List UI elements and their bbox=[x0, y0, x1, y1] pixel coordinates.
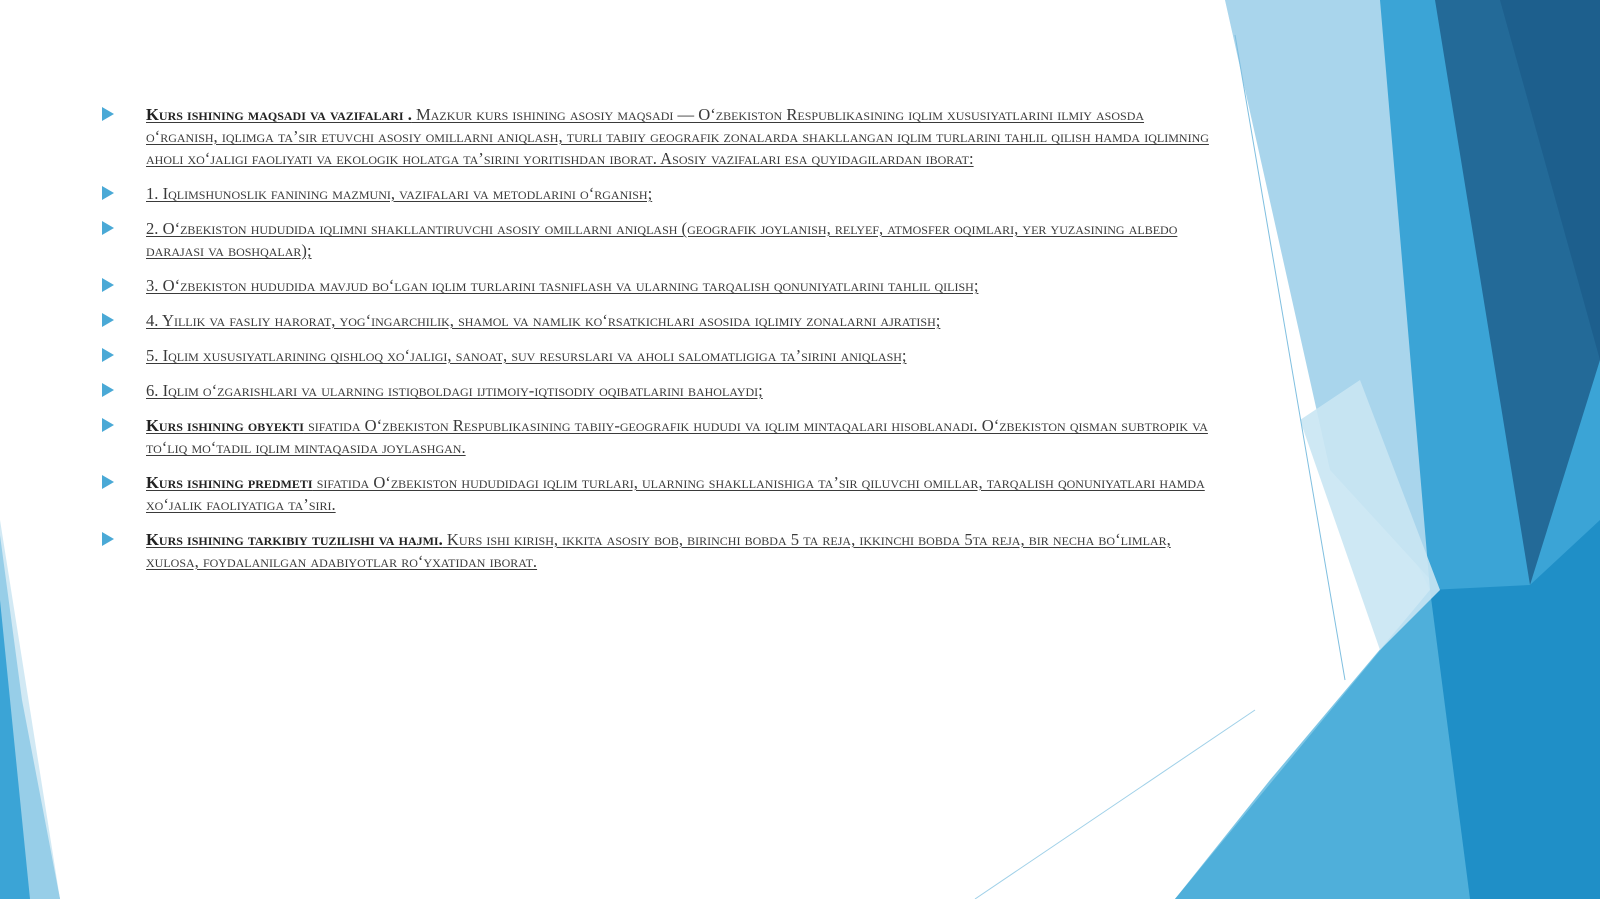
list-item-heading: Kurs ishining predmeti bbox=[146, 473, 313, 492]
list-item-text bbox=[146, 104, 1210, 170]
list-item-body: sifatida O‘zbekiston hududidagi iqlim turlari, ularning shakllanishiga ta’sir qiluvchi omillar, tarqalish qonuniyatlari hamda xo‘jalik faoliyatiga ta’siri. bbox=[146, 473, 1205, 514]
triangle-bullet-icon bbox=[102, 348, 114, 362]
list-item-text bbox=[146, 529, 1210, 573]
list-item-body: Mazkur kurs ishining asosiy maqsadi — O‘zbekiston Respublikasining iqlim xususiyatlarini ilmiy asosda o‘rganish, iqlimga ta’sir etuvchi asosiy omillarni aniqlash, turli tabiiy geografik zonalarda shakllangan iqlim turlarini tahlil qilish hamda iqlimning aholi xo‘jaligi faoliyati va ekologik holatga ta’sirini yoritishdan iborat. Asosiy vazifalari esa quyidagilardan iborat: bbox=[146, 105, 1209, 168]
list-item bbox=[100, 310, 1210, 332]
triangle-bullet-icon bbox=[102, 313, 114, 327]
list-item-text bbox=[146, 415, 1210, 459]
list-item-text bbox=[146, 275, 1210, 297]
list-item bbox=[100, 275, 1210, 297]
list-item bbox=[100, 218, 1210, 262]
list-item-body: sifatida O‘zbekiston Respublikasining tabiiy-geografik hududi va iqlim mintaqalari hisoblanadi. O‘zbekiston qisman subtropik va to‘liq mo‘tadil iqlim mintaqasida joylashgan. bbox=[146, 416, 1208, 457]
list-item bbox=[100, 415, 1210, 459]
list-item-text bbox=[146, 380, 1210, 402]
list-item-heading: Kurs ishining tarkibiy tuzilishi va hajmi. bbox=[146, 530, 443, 549]
list-item-body: 2. O‘zbekiston hududida iqlimni shakllantiruvchi asosiy omillarni aniqlash (geografik joylanish, relyef, atmosfer oqimlari, yer yuzasining albedo darajasi va boshqalar); bbox=[146, 219, 1178, 260]
list-item bbox=[100, 472, 1210, 516]
triangle-bullet-icon bbox=[102, 278, 114, 292]
triangle-bullet-icon bbox=[102, 532, 114, 546]
list-item-text bbox=[146, 472, 1210, 516]
bottom-right-lighter bbox=[1175, 590, 1470, 899]
list-item bbox=[100, 380, 1210, 402]
triangle-bullet-icon bbox=[102, 475, 114, 489]
list-item-text bbox=[146, 345, 1210, 367]
list-item-text bbox=[146, 218, 1210, 262]
triangle-bullet-icon bbox=[102, 383, 114, 397]
triangle-bullet-icon bbox=[102, 221, 114, 235]
triangle-bullet-icon bbox=[102, 107, 114, 121]
list-item bbox=[100, 529, 1210, 573]
list-item bbox=[100, 183, 1210, 205]
triangle-bullet-icon bbox=[102, 418, 114, 432]
list-item-heading: Kurs ishining maqsadi va vazifalari . bbox=[146, 105, 412, 124]
list-item-body: 1. Iqlimshunoslik fanining mazmuni, vazifalari va metodlarini o‘rganish; bbox=[146, 184, 653, 203]
list-item-body: 3. O‘zbekiston hududida mavjud bo‘lgan iqlim turlarini tasniflash va ularning tarqalish qonuniyatlarini tahlil qilish; bbox=[146, 276, 979, 295]
list-item-body: Kurs ishi kirish, ikkita asosiy bob, birinchi bobda 5 ta reja, ikkinchi bobda 5ta reja, bir necha bo‘limlar, xulosa, foydalanilgan adabiyotlar ro‘yxatidan iborat. bbox=[146, 530, 1171, 571]
bullet-list bbox=[100, 104, 1210, 586]
triangle-bullet-icon bbox=[102, 186, 114, 200]
list-item-body: 4. Yillik va fasliy harorat, yog‘ingarchilik, shamol va namlik ko‘rsatkichlari asosida iqlimiy zonalarni ajratish; bbox=[146, 311, 941, 330]
list-item bbox=[100, 104, 1210, 170]
list-item-text bbox=[146, 183, 1210, 205]
list-item-body: 6. Iqlim o‘zgarishlari va ularning istiqboldagi ijtimoiy-iqtisodiy oqibatlarini baholaydi; bbox=[146, 381, 763, 400]
list-item bbox=[100, 345, 1210, 367]
list-item-body: 5. Iqlim xususiyatlarining qishloq xo‘jaligi, sanoat, suv resurslari va aholi salomatligiga ta’sirini aniqlash; bbox=[146, 346, 907, 365]
list-item-text bbox=[146, 310, 1210, 332]
list-item-heading: Kurs ishining obyekti bbox=[146, 416, 304, 435]
